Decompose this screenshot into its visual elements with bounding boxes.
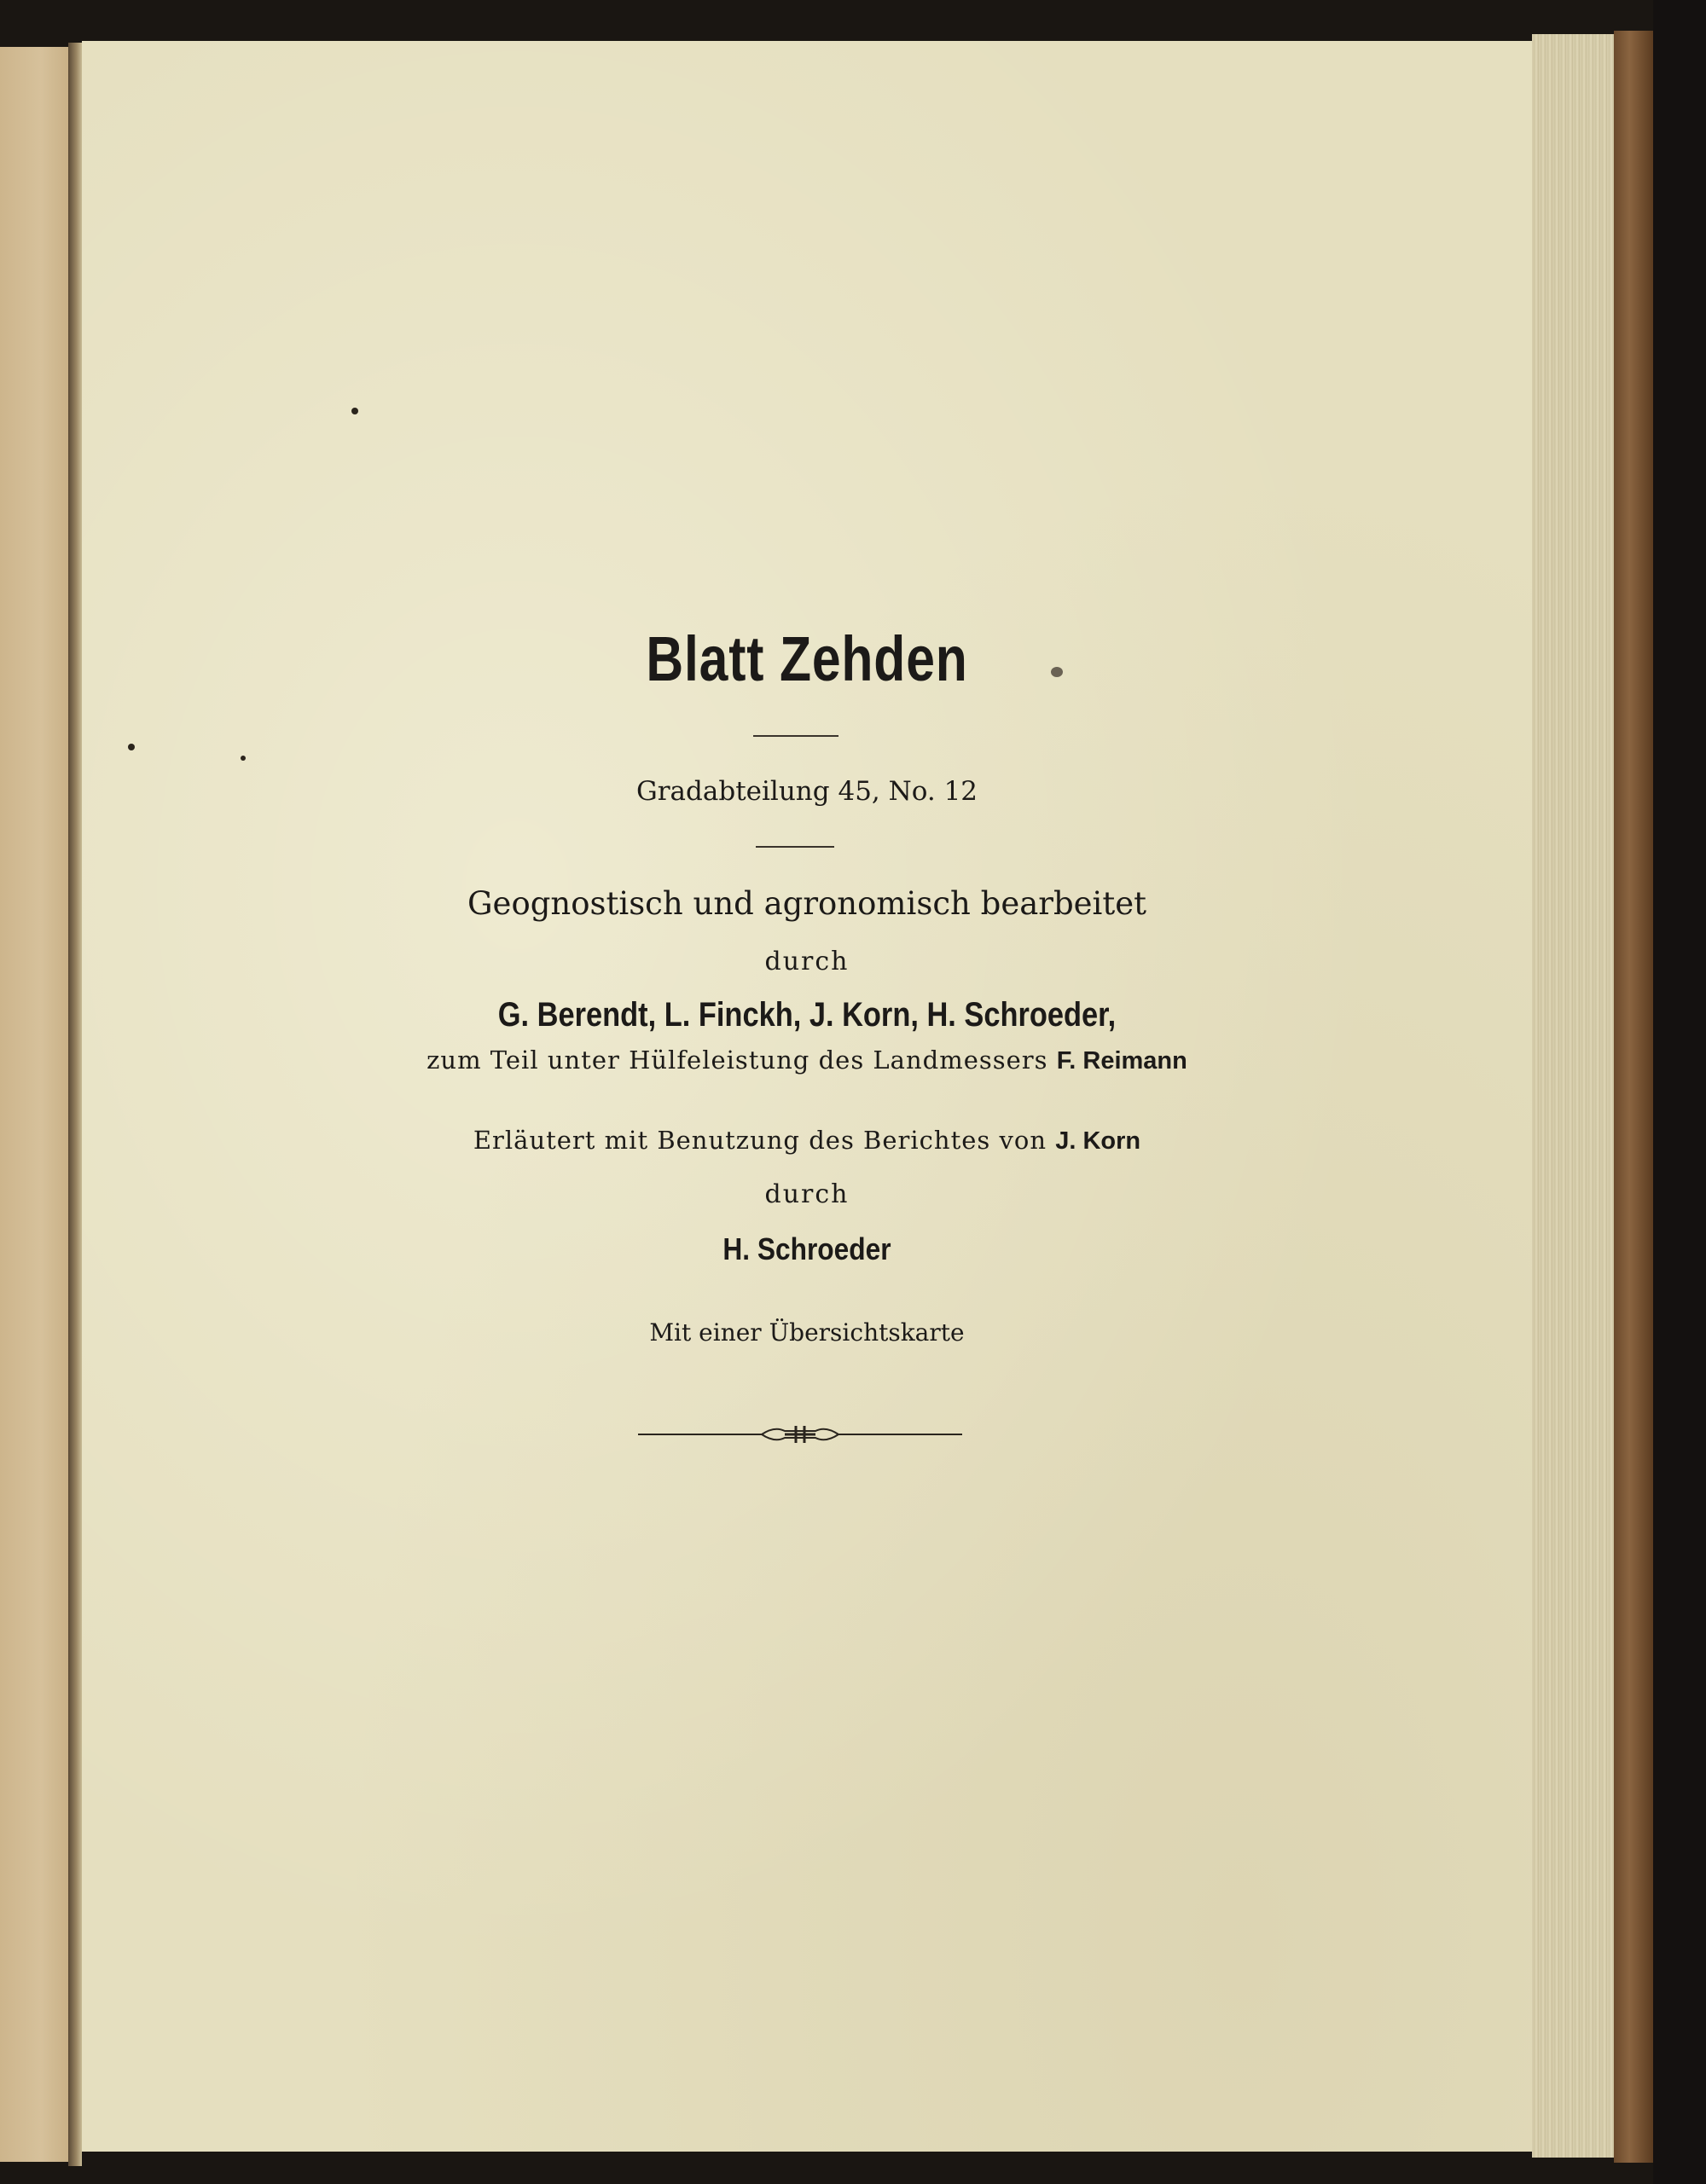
report-author-name: J. Korn — [1055, 1127, 1141, 1155]
assistance-line — [82, 1046, 1532, 1075]
divider-rule — [756, 846, 834, 848]
previous-page-edge — [0, 47, 68, 2162]
title-block — [82, 0, 1532, 2184]
explained-text: Erläutert mit Benutzung des Berichtes von — [473, 1126, 1047, 1155]
by-label: durch — [764, 947, 850, 976]
lead-line: Geognostisch und agronomisch bearbeitet — [467, 885, 1147, 922]
assistance-text: zum Teil unter Hülfeleistung des Landmessers — [426, 1046, 1048, 1075]
authors-line: G. Berendt, L. Finckh, J. Korn, H. Schroeder, — [497, 996, 1117, 1034]
scan-background — [1653, 0, 1706, 2184]
map-note: Mit einer Übersichtskarte — [649, 1318, 965, 1347]
book-cover-edge — [1614, 31, 1653, 2163]
ornament-divider-icon — [638, 1422, 962, 1446]
assistant-name: F. Reimann — [1056, 1047, 1187, 1075]
editor-line: H. Schroeder — [722, 1231, 891, 1266]
by-label: durch — [764, 1179, 850, 1209]
page-title: Blatt Zehden — [646, 623, 968, 694]
page-edges — [1532, 34, 1614, 2158]
book-gutter — [68, 43, 82, 2166]
explained-line — [82, 1126, 1532, 1156]
sheet-number: Gradabteilung 45, No. 12 — [635, 776, 978, 807]
divider-rule — [753, 735, 838, 737]
